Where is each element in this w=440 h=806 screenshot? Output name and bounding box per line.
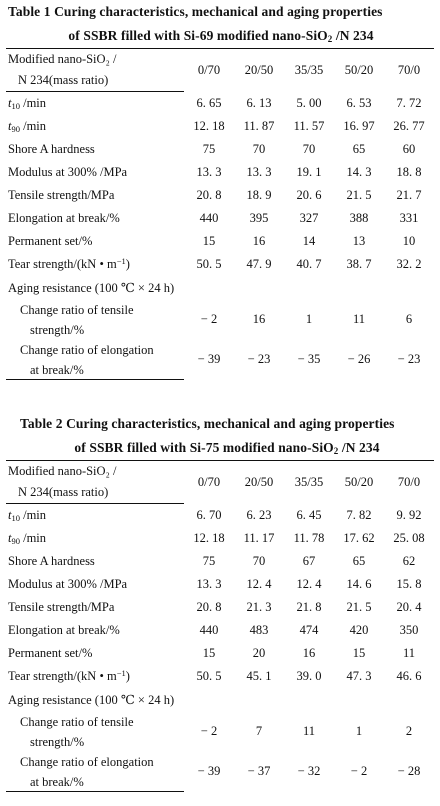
table-cell: − 2 — [350, 763, 368, 778]
table-cell: 14. 6 — [346, 577, 372, 591]
table-cell: 388 — [349, 211, 369, 225]
table-cell: 12. 4 — [246, 577, 272, 591]
table-cell: 11. 57 — [293, 119, 325, 133]
table-cell: 60 — [402, 142, 416, 156]
table-cell: 39. 0 — [296, 669, 322, 683]
row-label: Tensile strength/MPa — [8, 188, 115, 202]
table-cell: 70 — [302, 142, 316, 156]
row-label: $t_{90}$ /min — [8, 531, 47, 546]
aging-label: Aging resistance (100 ℃ × 24 h) — [8, 280, 175, 295]
row-label: Shore A hardness — [8, 554, 95, 568]
column-header: 50/20 — [334, 461, 384, 504]
table-cell: 38. 7 — [346, 257, 372, 271]
table-cell: 47. 9 — [246, 257, 272, 271]
table-cell: 21. 5 — [346, 188, 372, 202]
table-1-caption — [8, 0, 434, 48]
header-label: Modified nano-SiO₂ / — [6, 461, 184, 483]
aging-label: Aging resistance (100 ℃ × 24 h) — [8, 692, 175, 707]
table-cell: 20. 4 — [396, 600, 422, 614]
table-cell: 6. 13 — [246, 95, 272, 110]
table-cell: 474 — [299, 623, 319, 637]
table-cell: 13 — [352, 234, 366, 248]
table-cell: 20. 6 — [296, 188, 322, 202]
table-cell: 14 — [302, 234, 316, 248]
table-2-caption-line-2: of SSBR filled with Si-75 modified nano-SiO$_2$ /N 234 — [74, 440, 380, 456]
table-cell: 11 — [402, 646, 416, 660]
table-cell: 21. 8 — [296, 600, 322, 614]
table-cell: 440 — [199, 211, 219, 225]
table-cell: 70 — [252, 142, 266, 156]
header-label: N 234(mass ratio) — [6, 482, 184, 504]
table-row — [6, 504, 434, 528]
table-cell: 9. 92 — [396, 507, 422, 522]
row-label: $t_{10}$ /min — [8, 96, 47, 111]
row-label: Tear strength/(kN • $m^{-1}$) — [8, 668, 130, 683]
table-cell: 16. 97 — [343, 119, 375, 133]
table-cell: 20. 8 — [196, 188, 222, 202]
table-row — [6, 138, 434, 161]
table-cell: 12. 4 — [296, 577, 322, 591]
table-cell: 13. 3 — [246, 165, 272, 179]
row-label: Change ratio of tensile — [20, 303, 134, 317]
table-cell: 6. 23 — [246, 507, 272, 522]
table-cell: 75 — [202, 142, 216, 156]
table-cell: 6. 65 — [196, 95, 222, 110]
table-2-header-row — [6, 461, 434, 483]
row-label: Tear strength/(kN • $m^{-1}$) — [8, 256, 130, 271]
table-cell: 70 — [252, 554, 266, 568]
table-cell: 440 — [199, 623, 219, 637]
table-row — [6, 161, 434, 184]
column-header: 0/70 — [184, 49, 234, 92]
table-cell: 21. 5 — [346, 600, 372, 614]
column-header: 70/0 — [384, 49, 434, 92]
column-header: 35/35 — [284, 49, 334, 92]
table-row — [6, 339, 434, 362]
table-cell: − 32 — [297, 763, 321, 778]
table-cell: 2 — [405, 723, 413, 738]
table-cell: 327 — [299, 211, 319, 225]
table-1-header-row — [6, 49, 434, 71]
table-cell: 18. 8 — [396, 165, 422, 179]
column-header: 35/35 — [284, 461, 334, 504]
table-row — [6, 230, 434, 253]
row-label-continuation: at break/% — [6, 774, 184, 792]
table-cell: 16 — [302, 646, 316, 660]
table-row — [6, 596, 434, 619]
table-cell: 11. 78 — [293, 531, 325, 545]
table-row — [6, 550, 434, 573]
table-row — [6, 184, 434, 207]
header-label: Modified nano-SiO₂ / — [6, 49, 184, 71]
column-header: 50/20 — [334, 49, 384, 92]
row-label: $t_{90}$ /min — [8, 119, 47, 134]
table-cell: 21. 7 — [396, 188, 422, 202]
table-1-block — [0, 0, 434, 380]
table-cell: 16 — [252, 311, 266, 326]
table-cell: 350 — [399, 623, 419, 637]
row-label-continuation: at break/% — [6, 362, 184, 380]
row-label-continuation: strength/% — [30, 735, 85, 749]
table-cell: − 37 — [247, 763, 271, 778]
header-label: N 234(mass ratio) — [6, 70, 184, 92]
row-label: Modulus at 300% /MPa — [8, 577, 128, 591]
table-cell: 65 — [352, 554, 366, 568]
table-cell: − 23 — [397, 351, 421, 366]
table-cell: 1 — [305, 311, 313, 326]
table-cell: 47. 3 — [346, 669, 372, 683]
table-cell: 50. 5 — [196, 257, 222, 271]
table-row — [6, 573, 434, 596]
table-1 — [6, 48, 434, 380]
table-cell: 26. 77 — [393, 119, 425, 133]
row-label: Elongation at break/% — [8, 211, 120, 225]
table-cell: 14. 3 — [346, 165, 372, 179]
row-label: $t_{10}$ /min — [8, 508, 47, 523]
column-header: 0/70 — [184, 461, 234, 504]
row-label: Modulus at 300% /MPa — [8, 165, 128, 179]
table-cell: 7 — [255, 723, 263, 738]
table-row — [6, 751, 434, 774]
table-row — [6, 253, 434, 276]
table-cell: 7. 82 — [346, 507, 372, 522]
table-cell: 65 — [352, 142, 366, 156]
row-label: Permanent set/% — [8, 234, 93, 248]
table-cell: 21. 3 — [246, 600, 272, 614]
table-cell: − 28 — [397, 763, 421, 778]
table-2-block — [0, 412, 434, 792]
table-cell: 6. 70 — [196, 507, 222, 522]
table-cell: − 35 — [297, 351, 321, 366]
table-cell: 13. 3 — [196, 165, 222, 179]
row-label: Change ratio of elongation — [20, 755, 154, 769]
row-label: Shore A hardness — [8, 142, 95, 156]
table-cell: 11. 87 — [243, 119, 275, 133]
table-cell: 75 — [202, 554, 216, 568]
row-label: Tensile strength/MPa — [8, 600, 115, 614]
table-2 — [6, 460, 434, 792]
table-cell: 16 — [252, 234, 266, 248]
table-cell: 1 — [355, 723, 363, 738]
table-cell: 15 — [352, 646, 366, 660]
table-cell: − 2 — [200, 723, 218, 738]
table-row — [6, 642, 434, 665]
table-cell: 11 — [302, 723, 316, 738]
table-cell: 15. 8 — [396, 577, 422, 591]
table-cell: 11 — [352, 311, 366, 326]
column-header: 70/0 — [384, 461, 434, 504]
table-row — [6, 527, 434, 550]
table-row — [6, 115, 434, 138]
table-cell: 25. 08 — [393, 531, 425, 545]
table-cell: 12. 18 — [193, 119, 225, 133]
column-header: 20/50 — [234, 49, 284, 92]
table-cell: 62 — [402, 554, 416, 568]
row-label: Change ratio of tensile — [20, 715, 134, 729]
table-row — [6, 688, 434, 711]
table-cell: − 39 — [197, 763, 221, 778]
row-label: Change ratio of elongation — [20, 343, 154, 357]
table-cell: 46. 6 — [396, 669, 422, 683]
table-1-caption-line-1: Table 1 Curing characteristics, mechanical and aging properties — [8, 4, 383, 19]
table-row — [6, 299, 434, 322]
table-cell: 20. 8 — [196, 600, 222, 614]
table-cell: 15 — [202, 646, 216, 660]
table-row — [6, 711, 434, 734]
table-1-caption-line-2: of SSBR filled with Si-69 modified nano-SiO$_2$ /N 234 — [68, 28, 374, 44]
table-row — [6, 619, 434, 642]
table-2-caption — [20, 412, 434, 460]
table-cell: 45. 1 — [246, 669, 272, 683]
table-2-caption-line-1: Table 2 Curing characteristics, mechanical and aging properties — [20, 416, 395, 431]
row-label-continuation: strength/% — [30, 323, 85, 337]
table-cell: 6 — [405, 311, 413, 326]
table-cell: 6. 45 — [296, 507, 322, 522]
table-cell: 19. 1 — [296, 165, 322, 179]
table-cell: 50. 5 — [196, 669, 222, 683]
table-row — [6, 207, 434, 230]
table-cell: 18. 9 — [246, 188, 272, 202]
table-cell: − 39 — [197, 351, 221, 366]
table-row — [6, 92, 434, 116]
row-label: Elongation at break/% — [8, 623, 120, 637]
table-cell: − 2 — [200, 311, 218, 326]
table-cell: 15 — [202, 234, 216, 248]
table-cell: 6. 53 — [346, 95, 372, 110]
table-cell: 12. 18 — [193, 531, 225, 545]
table-cell: − 26 — [347, 351, 371, 366]
table-cell: 20 — [252, 646, 266, 660]
table-cell: 7. 72 — [396, 95, 422, 110]
table-cell: 5. 00 — [296, 95, 322, 110]
table-cell: 420 — [349, 623, 369, 637]
table-row — [6, 665, 434, 688]
table-cell: 331 — [399, 211, 419, 225]
table-cell: 17. 62 — [343, 531, 375, 545]
table-cell: − 23 — [247, 351, 271, 366]
table-cell: 40. 7 — [296, 257, 322, 271]
row-label: Permanent set/% — [8, 646, 93, 660]
table-cell: 11. 17 — [243, 531, 275, 545]
table-cell: 13. 3 — [196, 577, 222, 591]
column-header: 20/50 — [234, 461, 284, 504]
table-cell: 483 — [249, 623, 269, 637]
table-row — [6, 276, 434, 299]
table-cell: 395 — [249, 211, 269, 225]
table-cell: 10 — [402, 234, 416, 248]
table-cell: 67 — [302, 554, 316, 568]
table-cell: 32. 2 — [396, 257, 422, 271]
